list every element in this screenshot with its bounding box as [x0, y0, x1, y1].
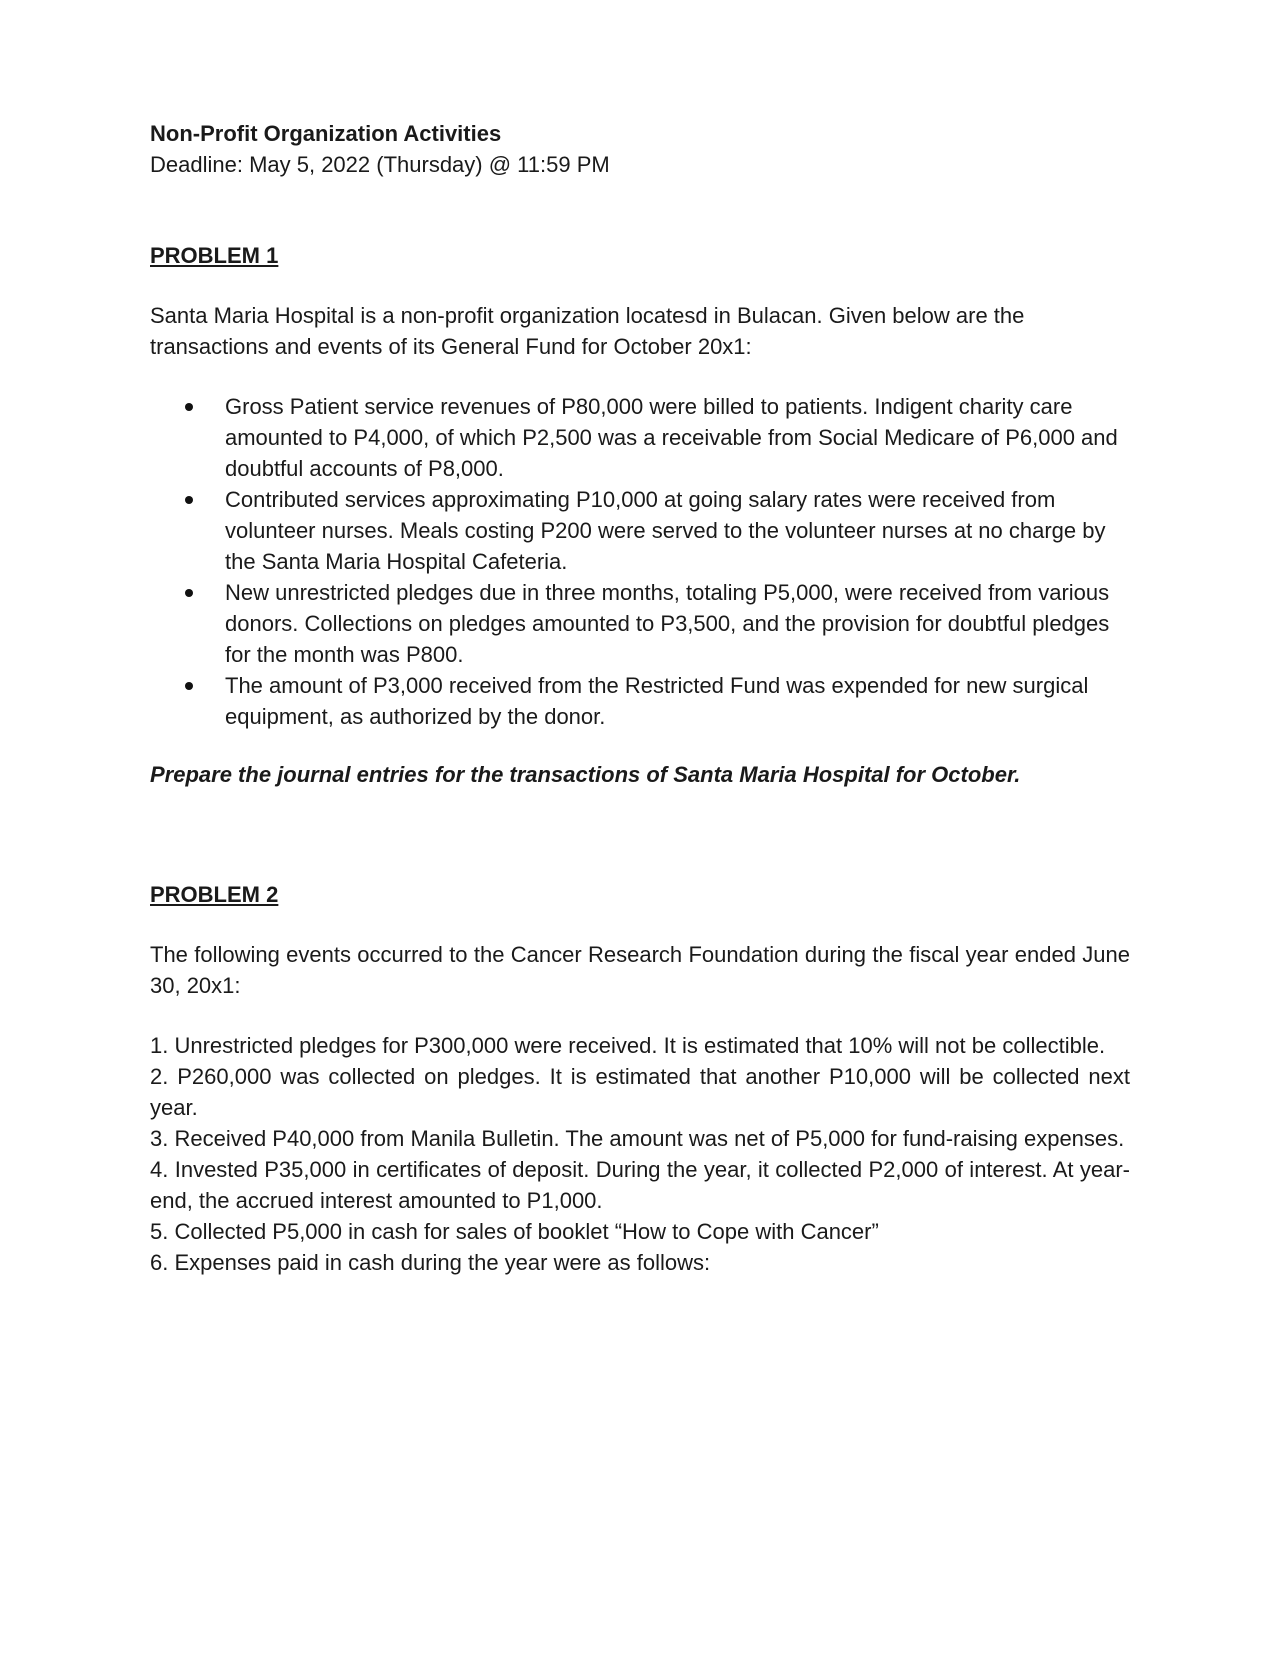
list-item: 6. Expenses paid in cash during the year were as follows: [150, 1250, 711, 1275]
list-item-text: New unrestricted pledges due in three months, totaling P5,000, were received from various donors. Collections on pledges amounted to P3,500, and the provision for doubtful pledges for the month was P800. [225, 580, 1110, 667]
list-item: 5. Collected P5,000 in cash for sales of booklet “How to Cope with Cancer” [150, 1219, 879, 1244]
list-item: 1. Unrestricted pledges for P300,000 were received. It is estimated that 10% will not be collectible. [150, 1033, 1106, 1058]
document-page [150, 118, 1130, 1278]
problem-2-heading: PROBLEM 2 [150, 882, 279, 907]
list-item [150, 484, 1130, 577]
problem-1-heading: PROBLEM 1 [150, 243, 279, 268]
problem-1-bullet-list [150, 391, 1130, 732]
list-item [150, 391, 1130, 484]
problem-1-instruction: Prepare the journal entries for the transactions of Santa Maria Hospital for October. [150, 762, 1021, 787]
list-item-text: Gross Patient service revenues of P80,000 were billed to patients. Indigent charity care amounted to P4,000, of which P2,500 was a receivable from Social Medicare of P6,000 and doubtful accounts of P8,000. [225, 394, 1118, 481]
list-item-text: The amount of P3,000 received from the Restricted Fund was expended for new surgical equipment, as authorized by the donor. [225, 673, 1089, 729]
document-title: Non-Profit Organization Activities [150, 121, 502, 146]
bullet-icon [185, 682, 193, 690]
bullet-icon [185, 589, 193, 597]
list-item: 4. Invested P35,000 in certificates of deposit. During the year, it collected P2,000 of interest. At year-end, the accrued interest amounted to P1,000. [150, 1157, 1130, 1213]
deadline-text: Deadline: May 5, 2022 (Thursday) @ 11:59 PM [150, 152, 610, 177]
list-item [150, 577, 1130, 670]
list-item [150, 670, 1130, 732]
list-item: 3. Received P40,000 from Manila Bulletin. The amount was net of P5,000 for fund-raising expenses. [150, 1126, 1125, 1151]
list-item-text: Contributed services approximating P10,000 at going salary rates were received from volunteer nurses. Meals costing P200 were served to the volunteer nurses at no charge by the Santa Maria Hospital Cafeteria. [225, 487, 1106, 574]
list-item: 2. P260,000 was collected on pledges. It is estimated that another P10,000 will be collected next year. [150, 1064, 1130, 1120]
problem-2-numbered-list [150, 1030, 1130, 1278]
bullet-icon [185, 496, 193, 504]
bullet-icon [185, 403, 193, 411]
problem-2-intro: The following events occurred to the Cancer Research Foundation during the fiscal year ended June 30, 20x1: [150, 942, 1130, 998]
problem-1-intro: Santa Maria Hospital is a non-profit organization locatesd in Bulacan. Given below are the transactions and events of its General Fund for October 20x1: [150, 303, 1025, 359]
